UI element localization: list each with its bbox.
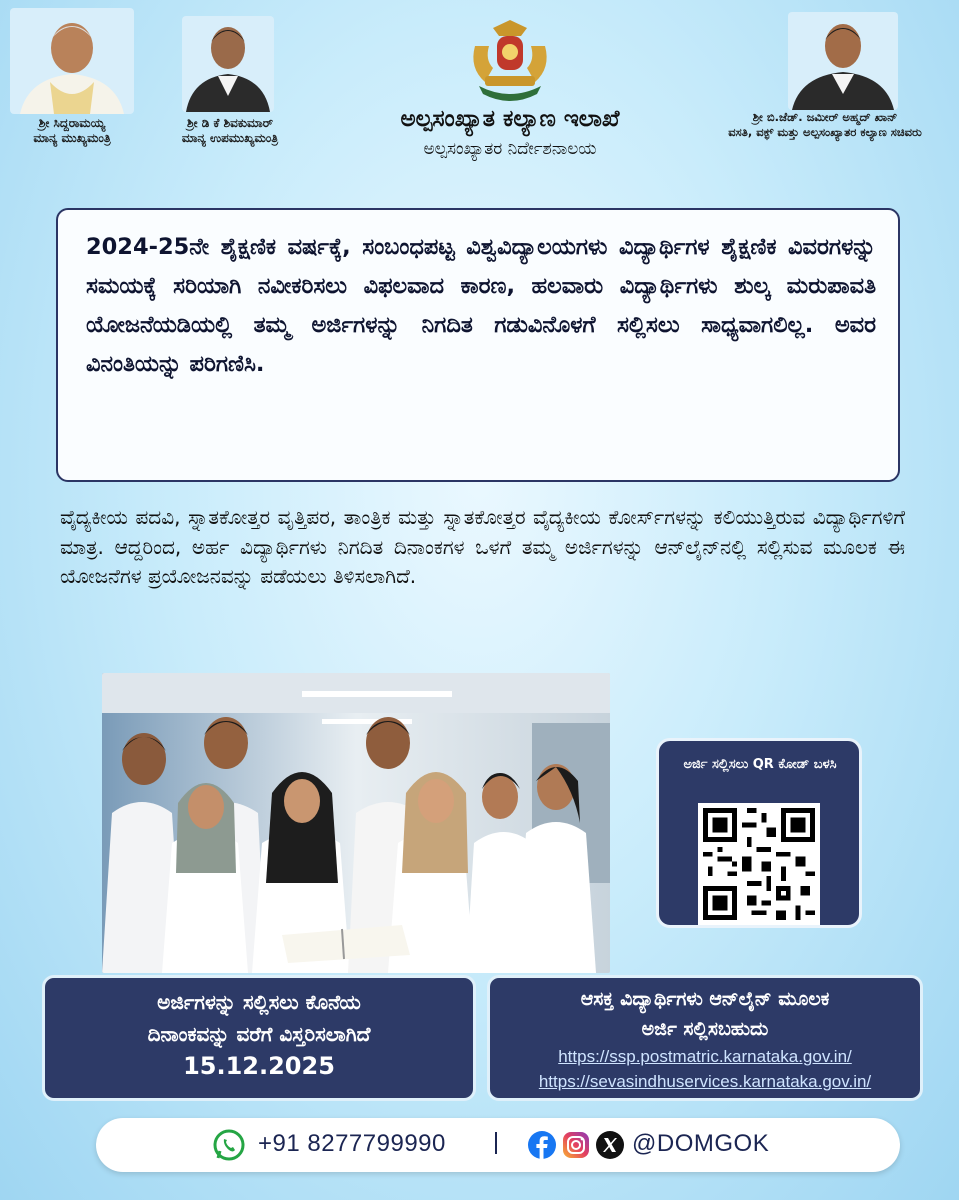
footer-bar (96, 1118, 900, 1172)
online-line-1: ಆಸಕ್ತ ವಿದ್ಯಾರ್ಥಿಗಳು ಆನ್‌ಲೈನ್ ಮೂಲಕ (580, 988, 830, 1010)
leader-role: ಮಾನ್ಯ ಮುಖ್ಯಮಂತ್ರಿ (33, 131, 111, 145)
karnataka-emblem-icon (463, 16, 557, 102)
leader-name: ಶ್ರೀ ಡಿ ಕೆ ಶಿವಕುಮಾರ್ (187, 116, 273, 130)
phone-number[interactable]: +91 8277799990 (258, 1130, 446, 1157)
body-paragraph: ವೈದ್ಯಕೀಯ ಪದವಿ, ಸ್ನಾತಕೋತ್ತರ ವೃತ್ತಿಪರ, ತಾಂತ್ರಿಕ ಮತ್ತು ಸ್ನಾತಕೋತ್ತರ ವೈದ್ಯಕೀಯ ಕೋರ್ಸ್‌ಗಳನ್ನು ಕಲಿಯುತ್ತಿರುವ ವಿದ್ಯಾರ್ಥಿಗಳಿಗೆ ಮಾತ್ರ. ಆದ್ದರಿಂದ, ಅರ್ಹ ವಿದ್ಯಾರ್ಥಿಗಳು ನಿಗದಿತ ದಿನಾಂಕಗಳ ಒಳಗೆ ತಮ್ಮ ಅರ್ಜಿಗಳನ್ನು ಆನ್‌ಲೈನ್‌ನಲ್ಲಿ ಸಲ್ಲಿಸುವ ಮೂಲಕ ಈ ಯೋಜನೆಗಳ ಪ್ರಯೋಜನವನ್ನು ಪಡೆಯಲು ತಿಳಿಸಲಾಗಿದೆ. (60, 505, 905, 588)
notice-box (56, 208, 900, 482)
instagram-icon[interactable] (561, 1130, 591, 1160)
facebook-icon[interactable] (527, 1130, 557, 1160)
deadline-date: 15.12.2025 (183, 1052, 335, 1080)
deadline-line-2: ದಿನಾಂಕವನ್ನು ವರೆಗೆ ವಿಸ್ತರಿಸಲಾಗಿದೆ (147, 1022, 371, 1046)
leader-role: ಮಾನ್ಯ ಉಪಮುಖ್ಯಮಂತ್ರಿ (181, 131, 279, 145)
portrait-deputy-cm (182, 16, 274, 112)
portrait-minister (788, 12, 898, 110)
leader-role: ವಸತಿ, ವಕ್ಫ್ ಮತ್ತು ಅಲ್ಪಸಂಖ್ಯಾತರ ಕಲ್ಯಾಣ ಸಚಿವರು (728, 125, 922, 139)
ssp-link[interactable]: https://ssp.postmatric.karnataka.gov.in/ (558, 1047, 852, 1066)
deadline-box (42, 975, 476, 1101)
qr-label: ಅರ್ಜಿ ಸಲ್ಲಿಸಲು QR ಕೋಡ್ ಬಳಸಿ (683, 757, 837, 772)
qr-panel (656, 738, 862, 928)
portrait-chief-minister (10, 8, 134, 114)
notice-text: 2024-25ನೇ ಶೈಕ್ಷಣಿಕ ವರ್ಷಕ್ಕೆ, ಸಂಬಂಧಪಟ್ಟ ವಿಶ್ವವಿದ್ಯಾಲಯಗಳು ವಿದ್ಯಾರ್ಥಿಗಳ ಶೈಕ್ಷಣಿಕ ವಿವರಗಳನ್ನು ಸಮಯಕ್ಕೆ ಸರಿಯಾಗಿ ನವೀಕರಿಸಲು ವಿಫಲವಾದ ಕಾರಣ, ಹಲವಾರು ವಿದ್ಯಾರ್ಥಿಗಳು ಶುಲ್ಕ ಮರುಪಾವತಿ ಯೋಜನೆಯಡಿಯಲ್ಲಿ ತಮ್ಮ ಅರ್ಜಿಗಳನ್ನು ನಿಗದಿತ ಗಡುವಿನೊಳಗೆ ಸಲ್ಲಿಸಲು ಸಾಧ್ಯವಾಗಲಿಲ್ಲ. ಅವರ ವಿನಂತಿಯನ್ನು ಪರಿಗಣಿಸಿ. (86, 234, 876, 377)
leader-name: ಶ್ರೀ ಬಿ.ಜೆಡ್. ಜಮೀರ್ ಅಹ್ಮದ್ ಖಾನ್ (752, 110, 898, 124)
online-line-2: ಅರ್ಜಿ ಸಲ್ಲಿಸಬಹುದು (641, 1018, 769, 1040)
social-handle[interactable]: @DOMGOK (632, 1130, 770, 1157)
sevasindhu-link[interactable]: https://sevasindhuservices.karnataka.gov.in/ (538, 1072, 872, 1091)
caption-chief-minister (4, 116, 140, 146)
x-icon[interactable] (595, 1130, 625, 1160)
whatsapp-icon[interactable] (212, 1128, 246, 1162)
online-apply-box (487, 975, 923, 1101)
caption-deputy-cm (160, 116, 300, 146)
department-title: ಅಲ್ಪಸಂಖ್ಯಾತ ಕಲ್ಯಾಣ ಇಲಾಖೆ (400, 106, 620, 132)
leader-name: ಶ್ರೀ ಸಿದ್ದರಾಮಯ್ಯ (38, 116, 106, 130)
qr-code-icon[interactable] (698, 803, 820, 925)
directorate-title: ಅಲ್ಪಸಂಖ್ಯಾತರ ನಿರ್ದೇಶನಾಲಯ (423, 139, 597, 159)
caption-minister (692, 110, 958, 140)
students-photo (102, 673, 610, 973)
deadline-line-1: ಅರ್ಜಿಗಳನ್ನು ಸಲ್ಲಿಸಲು ಕೊನೆಯ (157, 990, 361, 1014)
footer-divider (495, 1132, 497, 1154)
